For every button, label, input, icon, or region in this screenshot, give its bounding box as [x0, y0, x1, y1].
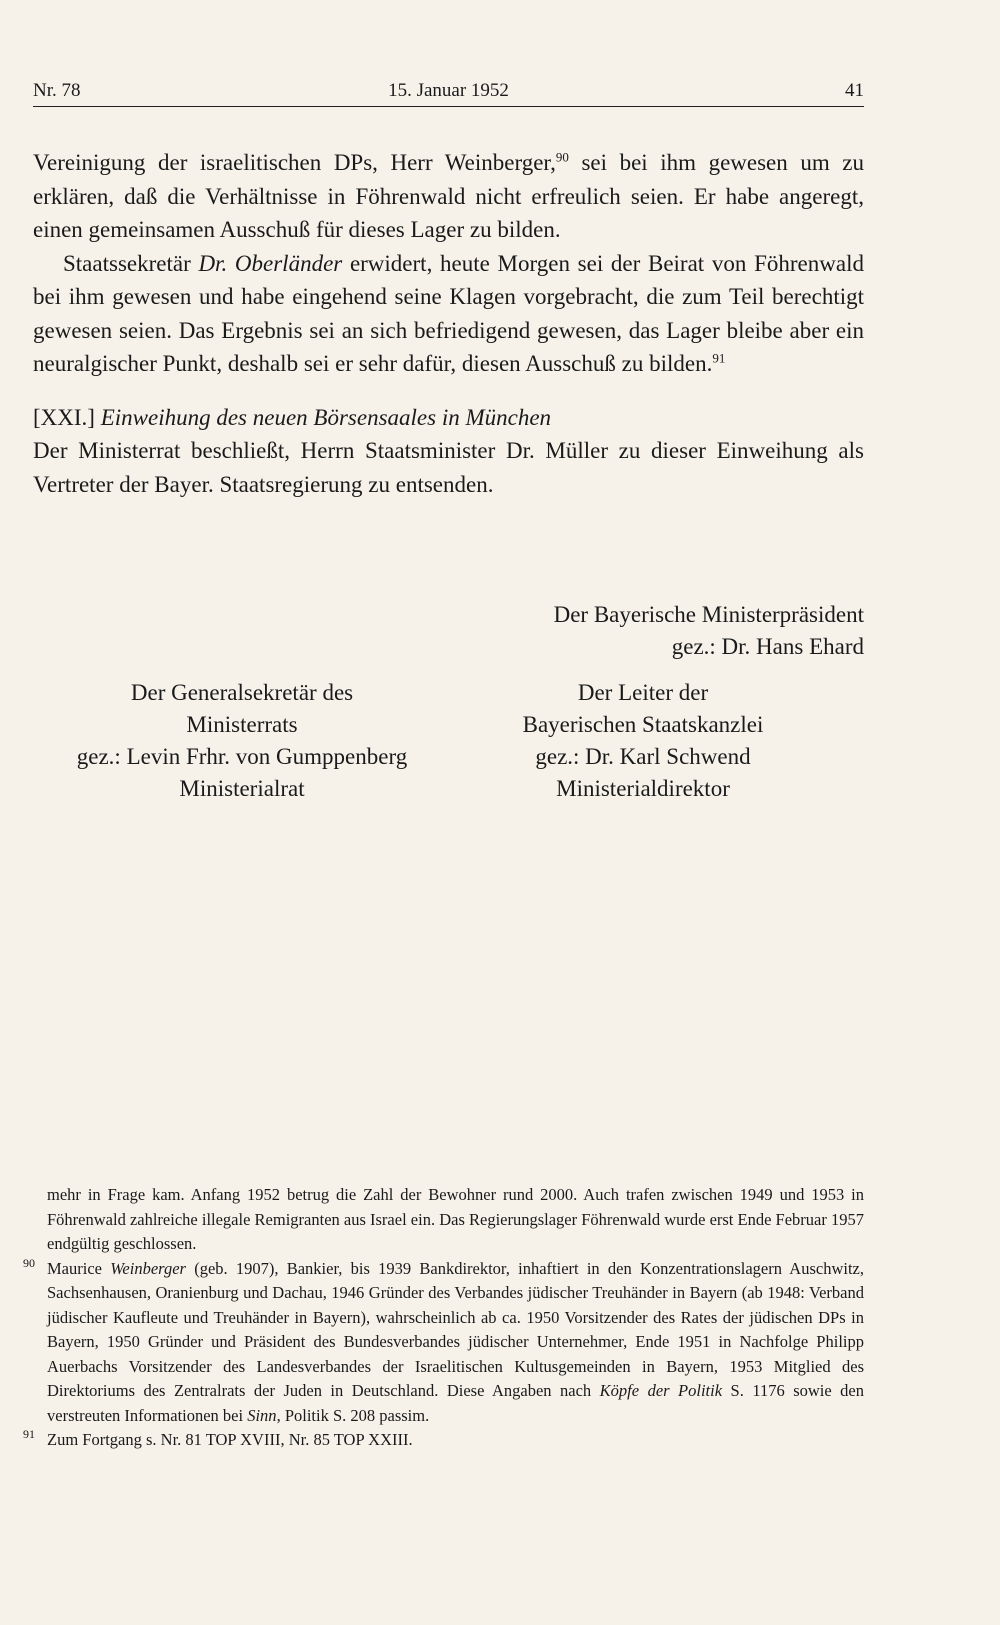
footnote-text: (geb. 1907), Bankier, bis 1939 Bankdirektor, inhaftiert in den Konzentrationslagern Auschwitz, Sachsenhausen, Oranienburg und Dachau, 1946 Gründer des Verbandes jüdischer Treuhänder in Bayern (ab 1948: Verband jüdischer Kaufleute und Treuhänder in Bayern), wahrscheinlich ab ca. 1950 Vorsitzender des Rates der jüdischen DPs in Bayern, 1950 Gründer und Präsident des Bundesverbandes jüdischer Unternehmer, Ende 1951 in Nachfolge Philipp Auerbachs Vorsitzender des Landesverbandes der Israelitischen Kultusgemeinden in Bayern, 1953 Mitglied des Direktoriums des Zentralrats der Juden in Deutschland. Diese Angaben nach	[47, 1258, 864, 1400]
footnote-text: Zum Fortgang s. Nr. 81 TOP XVIII, Nr. 85 TOP XXIII.	[47, 1430, 413, 1449]
footnote-ref[interactable]: 90	[555, 149, 569, 165]
signature-rank: Ministerialdirektor	[556, 776, 730, 801]
footnote-ref[interactable]: 91	[712, 350, 726, 366]
footnote-reference: Sinn	[247, 1405, 277, 1425]
page-header	[33, 76, 864, 107]
paragraph-text: Vereinigung der israelitischen DPs, Herr Weinberger,	[33, 150, 556, 175]
footnote-mark: 90	[23, 1255, 35, 1270]
paragraph	[33, 247, 864, 381]
footnote-91	[23, 1427, 864, 1453]
speaker-name: Dr. Oberländer	[198, 250, 343, 276]
signature-chancellery-head	[508, 677, 778, 805]
paragraph: Der Ministerrat beschließt, Herrn Staatsminister Dr. Müller zu dieser Einweihung als Vertreter der Bayer. Staatsregierung zu entsenden.	[33, 438, 864, 497]
signature-general-secretary	[62, 677, 422, 805]
signature-title: Der Generalsekretär des	[130, 680, 354, 705]
footnote-text: , Politik S. 208 passim.	[276, 1405, 430, 1425]
footnote-name: Weinberger	[110, 1258, 186, 1278]
page-number: 41	[845, 80, 864, 101]
signature-title: Ministerrats	[186, 712, 298, 737]
header-date: 15. Januar 1952	[388, 80, 509, 101]
paragraph-text: erwidert, heute Morgen sei der Beirat von Föhrenwald bei ihm gewesen und habe eingehend seine Klagen vorgebracht, die zum Teil berechtigt gewesen seien. Das Ergebnis sei an sich befriedigend gewesen, das Lager bleibe aber ein neuralgischer Punkt, deshalb sei er sehr dafür, diesen Ausschuß zu bilden.	[33, 250, 864, 376]
paragraph	[33, 146, 864, 247]
signature-minister-president	[440, 599, 864, 663]
signature-title: Der Bayerische Ministerpräsident	[553, 602, 864, 627]
signature-name: gez.: Dr. Hans Ehard	[671, 634, 864, 659]
footnote-90	[23, 1255, 864, 1429]
footnote-reference: Köpfe der Politik	[599, 1381, 723, 1400]
signature-name: gez.: Dr. Karl Schwend	[535, 744, 751, 769]
signature-title: Bayerischen Staatskanzlei	[522, 712, 764, 737]
signature-name: gez.: Levin Frhr. von Gumppenberg	[76, 744, 408, 769]
footnote-text: Maurice	[47, 1258, 111, 1278]
document-number: Nr. 78	[33, 80, 81, 101]
signature-rank: Ministerialrat	[179, 776, 305, 801]
signature-title: Der Leiter der	[577, 680, 709, 705]
paragraph-text: sei bei ihm gewesen um zu erklären, daß die Verhältnisse in Föhrenwald nicht erfreulich seien. Er habe angeregt, einen gemeinsamen Ausschuß für dieses Lager zu bilden.	[33, 150, 864, 242]
agenda-item-title: Einweihung des neuen Börsensaales in München	[100, 404, 552, 430]
footnote-mark: 91	[23, 1427, 35, 1441]
footnote-continuation: mehr in Frage kam. Anfang 1952 betrug die Zahl der Bewohner rund 2000. Auch trafen zwischen 1949 und 1953 in Föhrenwald zahlreiche illegale Remigranten aus Israel ein. Das Regierungslager Föhrenwald wurde erst Ende Februar 1957 endgültig geschlossen.	[47, 1185, 864, 1253]
agenda-item-heading	[33, 401, 864, 435]
footnotes	[23, 1183, 864, 1453]
main-text	[33, 146, 864, 501]
paragraph-text: Staatssekretär	[63, 250, 199, 276]
agenda-item-number: [XXI.]	[33, 404, 101, 430]
footnote-text: S. 1176 sowie den verstreuten Informationen bei	[47, 1381, 864, 1425]
